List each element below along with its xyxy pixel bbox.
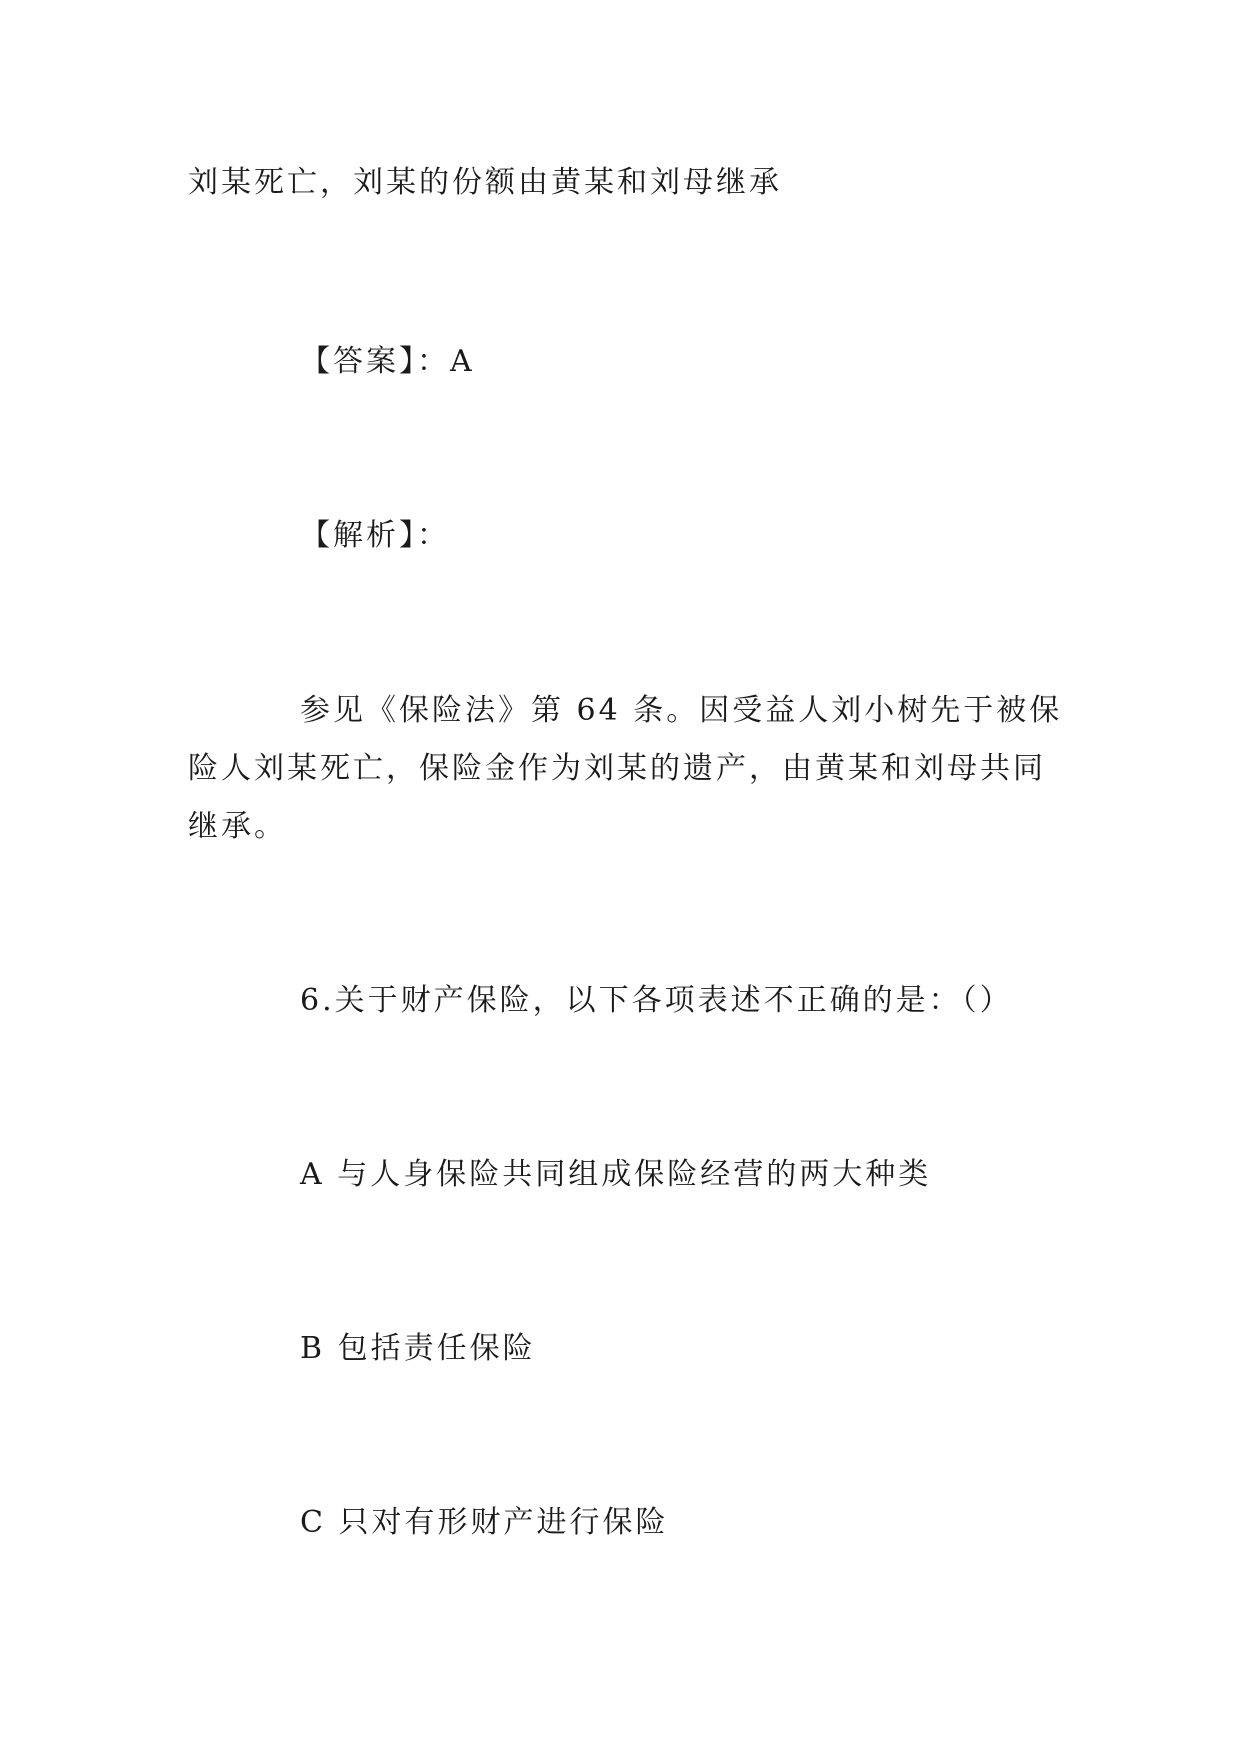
analysis-heading: 【解析】： — [300, 518, 450, 553]
answer-line: 【答案】：A — [300, 344, 475, 379]
continuation-line: 刘某死亡，刘某的份额由黄某和刘母继承 — [188, 165, 782, 200]
analysis-line-3: 继承。 — [188, 809, 287, 844]
option-c: C 只对有形财产进行保险 — [300, 1505, 669, 1540]
analysis-line-1: 参见《保险法》第 64 条。因受益人刘小树先于被保 — [300, 693, 1063, 728]
option-a: A 与人身保险共同组成保险经营的两大种类 — [300, 1157, 932, 1192]
option-b: B 包括责任保险 — [300, 1331, 536, 1366]
question-6: 6.关于财产保险，以下各项表述不正确的是：（） — [300, 983, 1013, 1018]
analysis-paragraph — [188, 682, 1062, 856]
analysis-line-2: 险人刘某死亡，保险金作为刘某的遗产，由黄某和刘母共同 — [188, 751, 1046, 786]
